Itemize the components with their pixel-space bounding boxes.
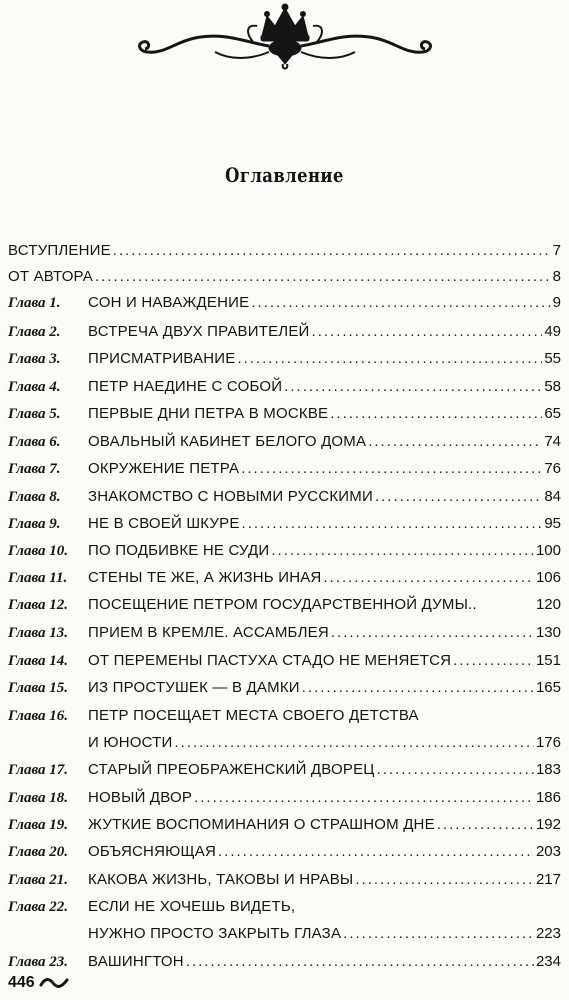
dot-leader [218, 843, 534, 860]
page-reference: 95 [544, 515, 561, 532]
page-reference: 106 [535, 569, 561, 586]
page-reference: 8 [552, 268, 561, 285]
toc-entry [0, 843, 569, 869]
chapter-title: И ЮНОСТИ [88, 734, 173, 751]
dot-leader [284, 378, 542, 395]
dot-leader [174, 734, 533, 751]
page-reference: 203 [535, 843, 561, 860]
chapter-title: ОТ АВТОРА [8, 268, 93, 285]
dot-leader [194, 789, 534, 806]
chapter-title: НОВЫЙ ДВОР [88, 789, 193, 806]
toc-entry [0, 761, 569, 787]
toc-entry [0, 679, 569, 705]
chapter-title: ИЗ ПРОСТУШЕК — В ДАМКИ [88, 679, 300, 696]
chapter-number: Глава 3. [8, 351, 61, 367]
chapter-number: Глава 4. [8, 379, 61, 395]
chapter-title: ВАШИНГТОН [88, 953, 184, 970]
toc-entry [0, 323, 569, 349]
toc-entry [0, 378, 569, 404]
chapter-number: Глава 1. [8, 295, 61, 311]
chapter-title: ОТ ПЕРЕМЕНЫ ПАСТУХА СТАДО НЕ МЕНЯЕТСЯ [88, 652, 452, 669]
toc-entry [0, 350, 569, 376]
toc-entry [0, 488, 569, 514]
dot-leader [368, 433, 542, 450]
chapter-title: СОН И НАВАЖДЕНИЕ [88, 294, 250, 311]
page-reference: 183 [535, 761, 561, 778]
chapter-title: ЗНАКОМСТВО С НОВЫМИ РУССКИМИ [88, 488, 373, 505]
dot-leader [377, 761, 534, 778]
toc-entry [0, 816, 569, 842]
chapter-title: ПОСЕЩЕНИЕ ПЕТРОМ ГОСУДАРСТВЕННОЙ ДУМЫ.. [88, 596, 477, 613]
dot-leader [312, 323, 543, 340]
chapter-title: ЕСЛИ НЕ ХОЧЕШЬ ВИДЕТЬ, [88, 898, 296, 915]
dot-leader [302, 679, 534, 696]
dot-leader [437, 816, 534, 833]
toc-entry [0, 460, 569, 486]
chapter-title: ОБЪЯСНЯЮЩАЯ [88, 843, 216, 860]
dot-leader [323, 569, 534, 586]
chapter-number: Глава 8. [8, 489, 61, 505]
chapter-title: ОКРУЖЕНИЕ ПЕТРА [88, 460, 240, 477]
chapter-number: Глава 22. [8, 899, 69, 915]
toc-entry [0, 707, 569, 733]
chapter-number: Глава 15. [8, 680, 69, 696]
chapter-title: ПЕТР ПОСЕЩАЕТ МЕСТА СВОЕГО ДЕТСТВА [88, 707, 419, 724]
dot-leader [242, 515, 543, 532]
page-reference: 76 [544, 460, 561, 477]
chapter-number: Глава 17. [8, 762, 69, 778]
toc-entry [0, 569, 569, 595]
dot-leader [251, 294, 550, 311]
toc-entry [0, 515, 569, 541]
chapter-number: Глава 20. [8, 844, 69, 860]
dot-leader [113, 242, 551, 259]
toc-entry [0, 596, 569, 622]
page-reference: 217 [535, 871, 561, 888]
toc-entry [0, 789, 569, 815]
toc-entry [0, 542, 569, 568]
page-reference: 84 [544, 488, 561, 505]
chapter-title: ЖУТКИЕ ВОСПОМИНАНИЯ О СТРАШНОМ ДНЕ [88, 816, 435, 833]
chapter-number: Глава 14. [8, 653, 69, 669]
dot-leader [331, 624, 534, 641]
page-reference: 9 [552, 294, 561, 311]
dot-leader [186, 953, 534, 970]
page-reference: 7 [552, 242, 561, 259]
dot-leader [343, 925, 534, 942]
chapter-title: ОВАЛЬНЫЙ КАБИНЕТ БЕЛОГО ДОМА [88, 433, 367, 450]
page-number: 446 [8, 974, 35, 991]
chapter-number: Глава 7. [8, 461, 61, 477]
page-reference: 74 [544, 433, 561, 450]
page-reference: 100 [535, 542, 561, 559]
page-reference: 234 [535, 953, 561, 970]
chapter-title: ПЕРВЫЕ ДНИ ПЕТРА В МОСКВЕ [88, 405, 329, 422]
chapter-number: Глава 19. [8, 817, 69, 833]
toc-entry [0, 268, 569, 294]
chapter-title: ПЕТР НАЕДИНЕ С СОБОЙ [88, 378, 283, 395]
page-footer [8, 974, 69, 992]
toc-entry [0, 898, 569, 924]
chapter-number: Глава 16. [8, 708, 69, 724]
toc-entry [0, 624, 569, 650]
chapter-title: НЕ В СВОЕЙ ШКУРЕ [88, 515, 240, 532]
chapter-number: Глава 6. [8, 434, 61, 450]
page-title: Оглавление [225, 163, 344, 187]
toc-entry [0, 953, 569, 979]
chapter-number: Глава 18. [8, 790, 69, 806]
page-reference: 58 [544, 378, 561, 395]
chapter-title: ПРИЕМ В КРЕМЛЕ. АССАМБЛЕЯ [88, 624, 329, 641]
dot-leader [271, 542, 534, 559]
toc-entry [0, 734, 569, 760]
chapter-title: ВСТУПЛЕНИЕ [8, 242, 111, 259]
dot-leader [241, 460, 542, 477]
crown-flourish-icon [135, 2, 435, 76]
page-reference: 49 [544, 323, 561, 340]
page-reference: 65 [544, 405, 561, 422]
page-reference: 165 [535, 679, 561, 696]
toc-entry [0, 294, 569, 320]
chapter-title: ПО ПОДБИВКЕ НЕ СУДИ [88, 542, 270, 559]
dot-leader [453, 652, 534, 669]
page-reference: 176 [535, 734, 561, 751]
toc-entry [0, 925, 569, 951]
swash-icon [39, 977, 69, 989]
chapter-number: Глава 2. [8, 324, 61, 340]
dot-leader [355, 871, 534, 888]
chapter-title: ВСТРЕЧА ДВУХ ПРАВИТЕЛЕЙ [88, 323, 310, 340]
dot-leader [237, 350, 542, 367]
chapter-number: Глава 21. [8, 872, 69, 888]
page-reference: 151 [535, 652, 561, 669]
page-reference: 223 [535, 925, 561, 942]
dot-leader [95, 268, 551, 285]
chapter-number: Глава 10. [8, 543, 69, 559]
chapter-title: ПРИСМАТРИВАНИЕ [88, 350, 236, 367]
chapter-number: Глава 12. [8, 597, 69, 613]
chapter-title: НУЖНО ПРОСТО ЗАКРЫТЬ ГЛАЗА [88, 925, 342, 942]
page-reference: 186 [535, 789, 561, 806]
chapter-title: СТАРЫЙ ПРЕОБРАЖЕНСКИЙ ДВОРЕЦ [88, 761, 375, 778]
chapter-title: КАКОВА ЖИЗНЬ, ТАКОВЫ И НРАВЫ [88, 871, 354, 888]
toc-entry [0, 652, 569, 678]
toc-entry [0, 433, 569, 459]
toc-entry [0, 871, 569, 897]
chapter-number: Глава 9. [8, 516, 61, 532]
page-reference: 192 [535, 816, 561, 833]
dot-leader [375, 488, 542, 505]
toc-entry [0, 242, 569, 268]
chapter-number: Глава 23. [8, 954, 69, 970]
chapter-number: Глава 13. [8, 625, 69, 641]
toc-entry [0, 405, 569, 431]
chapter-number: Глава 11. [8, 570, 68, 586]
chapter-number: Глава 5. [8, 406, 61, 422]
dot-leader [330, 405, 542, 422]
page-reference: 130 [535, 624, 561, 641]
chapter-title: СТЕНЫ ТЕ ЖЕ, А ЖИЗНЬ ИНАЯ [88, 569, 322, 586]
page-reference: 120 [535, 596, 561, 613]
page-reference: 55 [544, 350, 561, 367]
